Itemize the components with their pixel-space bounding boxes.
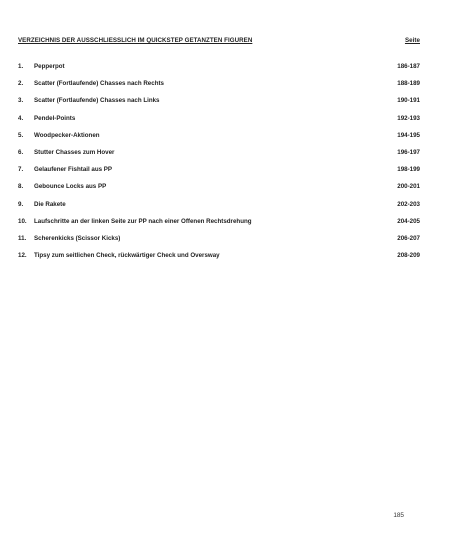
toc-entry [18, 63, 420, 80]
entry-title: Pepperpot [34, 63, 65, 70]
entry-pages: 188-189 [397, 80, 420, 88]
toc-entry [18, 235, 420, 252]
entry-number: 3. [18, 97, 24, 105]
page-column-label: Seite [404, 37, 420, 44]
entry-number: 2. [18, 80, 24, 88]
entry-pages: 206-207 [397, 234, 420, 242]
entry-pages: 202-203 [397, 200, 420, 208]
entry-number: 11. [18, 234, 27, 242]
toc-entry [18, 80, 420, 97]
entry-pages: 196-197 [397, 148, 420, 156]
entry-title: Scherenkicks (Scissor Kicks) [34, 234, 121, 242]
entry-pages: 200-201 [397, 183, 420, 191]
toc-entry [18, 115, 420, 132]
entry-number: 7. [18, 166, 24, 174]
toc-title: VERZEICHNIS DER AUSSCHLIESSLICH IM QUICKSTEP GETANZTEN FIGUREN [18, 37, 253, 44]
entry-pages: 208-209 [397, 252, 420, 260]
page-number: 185 [393, 512, 404, 519]
toc-entry [18, 97, 420, 114]
entry-pages: 198-199 [397, 166, 420, 174]
entry-number: 1. [18, 63, 24, 70]
entry-pages: 186-187 [397, 63, 420, 70]
toc-header [18, 37, 420, 44]
entry-title: Die Rakete [34, 200, 66, 208]
toc-entry [18, 201, 420, 218]
entry-number: 8. [18, 183, 24, 191]
entry-title: Stutter Chasses zum Hover [34, 148, 115, 156]
entry-number: 5. [18, 131, 24, 139]
entry-number: 9. [18, 200, 24, 208]
entry-title: Laufschritte an der linken Seite zur PP nach einer Offenen Rechtsdrehung [34, 217, 252, 225]
entry-title: Tipsy zum seitlichen Check, rückwärtiger Check und Oversway [34, 252, 220, 260]
toc-entry [18, 166, 420, 183]
entry-pages: 204-205 [397, 217, 420, 225]
entry-pages: 194-195 [397, 131, 420, 139]
entry-pages: 190-191 [397, 97, 420, 105]
entry-pages: 192-193 [397, 114, 420, 122]
toc-entry [18, 149, 420, 166]
entry-title: Pendel-Points [34, 114, 76, 122]
toc-entry [18, 183, 420, 200]
entry-title: Scatter (Fortlaufende) Chasses nach Links [34, 97, 160, 105]
toc-entry [18, 218, 420, 235]
entry-number: 6. [18, 148, 24, 156]
entry-title: Gebounce Locks aus PP [34, 183, 107, 191]
toc-entry [18, 252, 420, 269]
entry-number: 12. [18, 252, 27, 260]
entry-title: Scatter (Fortlaufende) Chasses nach Rechts [34, 80, 164, 88]
entry-title: Woodpecker-Aktionen [34, 131, 100, 139]
toc-list [18, 63, 420, 269]
entry-number: 10. [18, 217, 27, 225]
entry-title: Gelaufener Fishtail aus PP [34, 166, 113, 174]
toc-entry [18, 132, 420, 149]
entry-number: 4. [18, 114, 24, 122]
